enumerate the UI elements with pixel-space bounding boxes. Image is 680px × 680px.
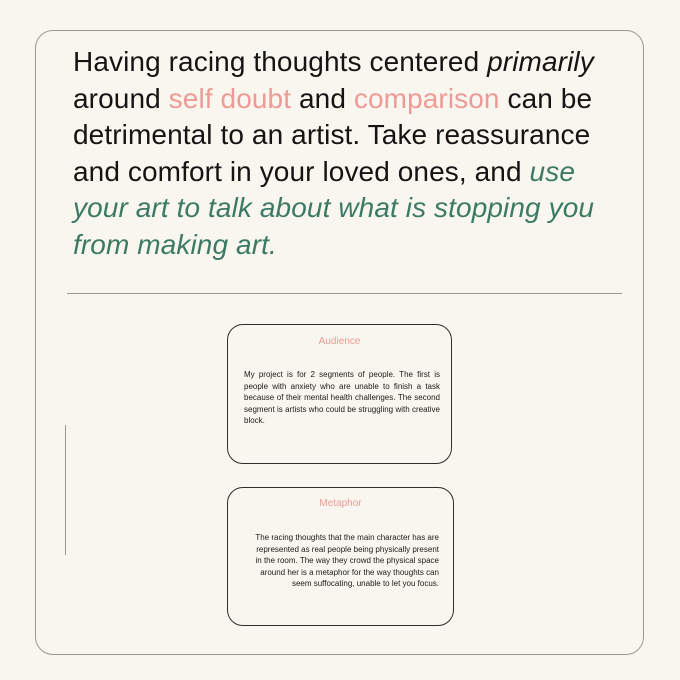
- metaphor-card-body: The racing thoughts that the main character has are represented as real people being physically present in the room. The way they crowd the physical space around her is a metaphor for the way thoughts can seem suffocating, unable to let you focus.: [255, 533, 439, 589]
- metaphor-card-title: Metaphor: [319, 498, 362, 509]
- headline-highlight-use-your-art: use your art to talk about what is stopping you from making art.: [73, 155, 595, 260]
- side-accent-line: [65, 425, 66, 555]
- section-divider: [67, 293, 622, 294]
- headline-text-2: around: [73, 82, 169, 114]
- metaphor-card: [227, 487, 454, 626]
- headline-emphasis-primarily: primarily: [487, 46, 594, 77]
- audience-card-title: Audience: [318, 336, 361, 347]
- headline-statement: [73, 44, 633, 263]
- headline-text-3: and: [291, 82, 354, 114]
- headline-text-1: Having racing thoughts centered: [73, 46, 488, 77]
- headline-highlight-self-doubt: self doubt: [168, 82, 292, 114]
- audience-card: [227, 324, 452, 464]
- headline-highlight-comparison: comparison: [353, 82, 500, 114]
- audience-card-body: My project is for 2 segments of people. The first is people with anxiety who are unable to finish a task because of their mental health challenges. The second segment is artists who could be struggling with creative block.: [244, 370, 440, 426]
- headline-text-4: can be detrimental to an artist. Take reassurance and comfort in your loved ones, and: [73, 82, 593, 187]
